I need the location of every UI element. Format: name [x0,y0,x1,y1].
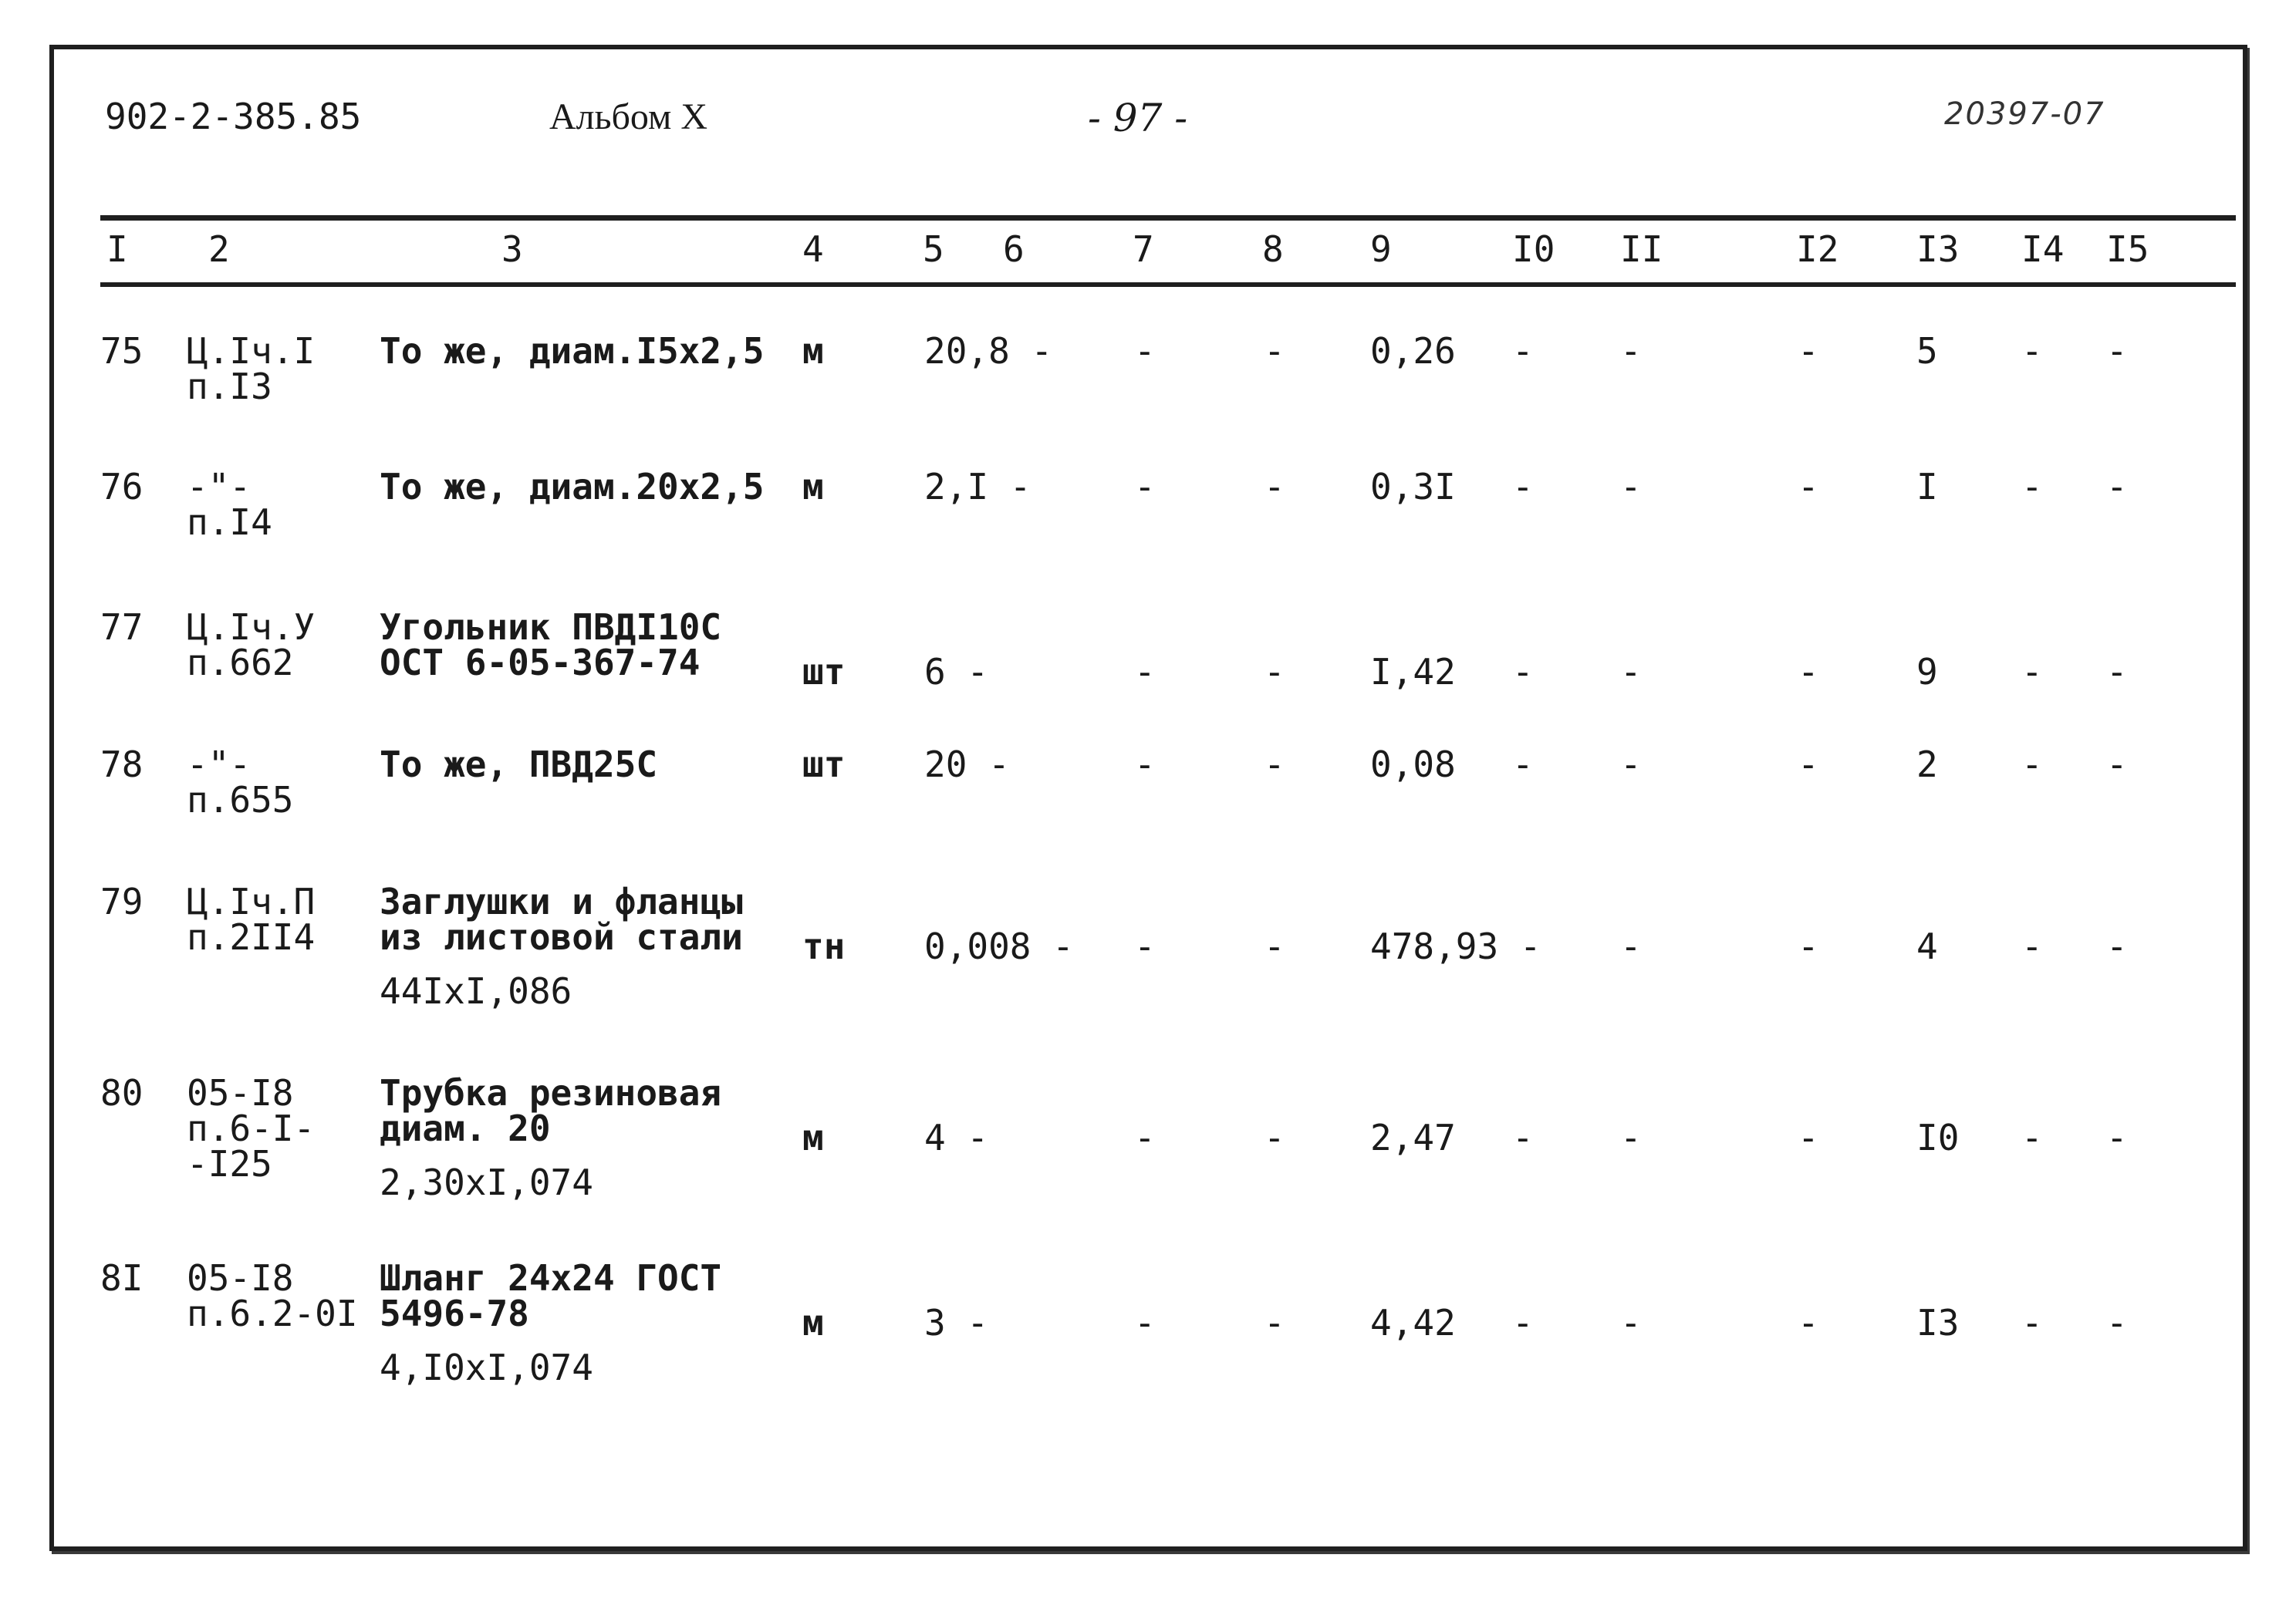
row-cell-c9: 0,26 [1370,330,1456,372]
row-code-line: 05-I8 [187,1072,294,1114]
column-header-9: 9 [1370,228,1392,270]
row-code-line: п.662 [187,642,294,683]
column-header-6: 6 [1003,228,1025,270]
column-header-2: 2 [208,228,230,270]
column-header-11: II [1620,228,1663,270]
row-cell-qty: 4 - [924,1117,989,1158]
row-code-line: п.6.2-0I [187,1293,358,1334]
column-header-3: 3 [501,228,523,270]
row-cell-c15: - [2106,466,2128,508]
row-cell-c10: - [1512,651,1534,693]
row-cell-c13: 9 [1916,651,1938,693]
table-header-rule [100,282,2236,287]
row-code-line: п.6-I- [187,1108,316,1149]
row-cell-c12: - [1798,1117,1819,1158]
row-calc-note: 2,30xI,074 [380,1162,593,1203]
row-name-line: То же, диам.I5x2,5 [380,330,765,372]
row-cell-c8: - [1264,466,1285,508]
row-cell-c10: - [1512,466,1534,508]
row-code-line: п.I3 [187,366,272,407]
row-cell-c7: - [1134,926,1156,967]
row-calc-note: 4,I0xI,074 [380,1347,593,1388]
row-cell-c12: - [1798,1302,1819,1344]
row-cell-c13: 4 [1916,926,1938,967]
row-name-line: 5496-78 [380,1293,529,1334]
row-name-line: Шланг 24x24 ГОСТ [380,1257,722,1299]
row-code-line: Ц.Iч.П [187,881,316,922]
row-cell-c15: - [2106,651,2128,693]
row-cell-c8: - [1264,926,1285,967]
row-calc-note: 44IxI,086 [380,970,572,1012]
row-name-line: диам. 20 [380,1108,551,1149]
row-number: 75 [100,330,144,372]
row-cell-c11: - [1620,926,1642,967]
row-number: 77 [100,606,144,648]
row-cell-c9: 4,42 [1370,1302,1456,1344]
column-header-15: I5 [2106,228,2149,270]
row-cell-c15: - [2106,1302,2128,1344]
row-unit: шт [802,651,846,693]
row-cell-c13: 5 [1916,330,1938,372]
row-name-line: То же, ПВД25С [380,744,658,785]
row-cell-c7: - [1134,1117,1156,1158]
row-number: 76 [100,466,144,508]
row-cell-c11: - [1620,1302,1642,1344]
row-cell-c14: - [2021,926,2043,967]
row-code-line: Ц.Iч.У [187,606,316,648]
row-code-line: 05-I8 [187,1257,294,1299]
row-cell-c8: - [1264,1302,1285,1344]
row-cell-c10: - [1512,330,1534,372]
column-header-14: I4 [2021,228,2065,270]
page-number: - 97 - [1088,96,1188,140]
column-header-4: 4 [802,228,824,270]
document-code: 902-2-385.85 [105,96,362,137]
column-header-12: I2 [1796,228,1839,270]
row-cell-c12: - [1798,744,1819,785]
row-cell-qty: 2,I - [924,466,1032,508]
row-cell-c9: 2,47 [1370,1117,1456,1158]
album-label: Альбом X [549,96,708,137]
row-code-line: -I25 [187,1143,272,1185]
column-header-8: 8 [1262,228,1284,270]
row-name-line: Трубка резиновая [380,1072,722,1114]
row-cell-c14: - [2021,1117,2043,1158]
row-cell-c8: - [1264,744,1285,785]
row-cell-qty: 20 - [924,744,1010,785]
row-number: 79 [100,881,144,922]
row-unit: шт [802,744,846,785]
row-cell-qty: 6 - [924,651,989,693]
row-cell-c14: - [2021,744,2043,785]
row-number: 78 [100,744,144,785]
row-unit: м [802,1302,824,1344]
row-cell-qty: 0,008 - [924,926,1074,967]
row-unit: м [802,330,824,372]
row-cell-qty: 3 - [924,1302,989,1344]
row-cell-qty: 20,8 - [924,330,1053,372]
row-code-line: п.I4 [187,501,272,543]
row-cell-c15: - [2106,1117,2128,1158]
row-cell-c10: - [1512,1302,1534,1344]
row-cell-c15: - [2106,926,2128,967]
row-cell-c15: - [2106,744,2128,785]
row-cell-c11: - [1620,330,1642,372]
row-unit: м [802,466,824,508]
row-code-line: Ц.Iч.I [187,330,316,372]
row-cell-c7: - [1134,1302,1156,1344]
row-cell-c9: I,42 [1370,651,1456,693]
row-cell-c12: - [1798,926,1819,967]
row-number: 8I [100,1257,144,1299]
row-cell-c11: - [1620,744,1642,785]
row-code-line: п.2II4 [187,916,316,958]
row-cell-c12: - [1798,651,1819,693]
row-cell-c11: - [1620,1117,1642,1158]
inventory-number: 20397-07 [1944,96,2105,132]
row-name-line: Угольник ПВДI10С [380,606,722,648]
row-unit: тн [802,926,846,967]
column-header-5: 5 [923,228,944,270]
column-header-13: I3 [1916,228,1960,270]
row-cell-c7: - [1134,744,1156,785]
row-cell-c13: I3 [1916,1302,1960,1344]
row-cell-c13: 2 [1916,744,1938,785]
row-code-line: -"- [187,744,252,785]
row-cell-c11: - [1620,466,1642,508]
row-unit: м [802,1117,824,1158]
row-cell-c9: 478,93 - [1370,926,1541,967]
row-name-line: ОСТ 6-05-367-74 [380,642,701,683]
row-name-line: Заглушки и фланцы [380,881,743,922]
table-top-rule [100,215,2236,221]
row-number: 80 [100,1072,144,1114]
row-cell-c10: - [1512,1117,1534,1158]
row-cell-c8: - [1264,1117,1285,1158]
column-header-7: 7 [1133,228,1154,270]
row-cell-c8: - [1264,330,1285,372]
row-cell-c13: I0 [1916,1117,1960,1158]
row-code-line: -"- [187,466,252,508]
row-cell-c7: - [1134,466,1156,508]
row-cell-c14: - [2021,1302,2043,1344]
row-cell-c13: I [1916,466,1938,508]
column-header-1: I [106,228,128,270]
row-cell-c7: - [1134,651,1156,693]
row-cell-c8: - [1264,651,1285,693]
column-header-10: I0 [1512,228,1555,270]
row-cell-c9: 0,3I [1370,466,1456,508]
row-cell-c14: - [2021,651,2043,693]
row-cell-c14: - [2021,330,2043,372]
row-cell-c14: - [2021,466,2043,508]
row-cell-c12: - [1798,330,1819,372]
row-cell-c15: - [2106,330,2128,372]
row-cell-c9: 0,08 [1370,744,1456,785]
row-name-line: То же, диам.20x2,5 [380,466,765,508]
row-name-line: из листовой стали [380,916,743,958]
row-cell-c7: - [1134,330,1156,372]
row-code-line: п.655 [187,779,294,821]
row-cell-c10: - [1512,744,1534,785]
row-cell-c11: - [1620,651,1642,693]
row-cell-c12: - [1798,466,1819,508]
